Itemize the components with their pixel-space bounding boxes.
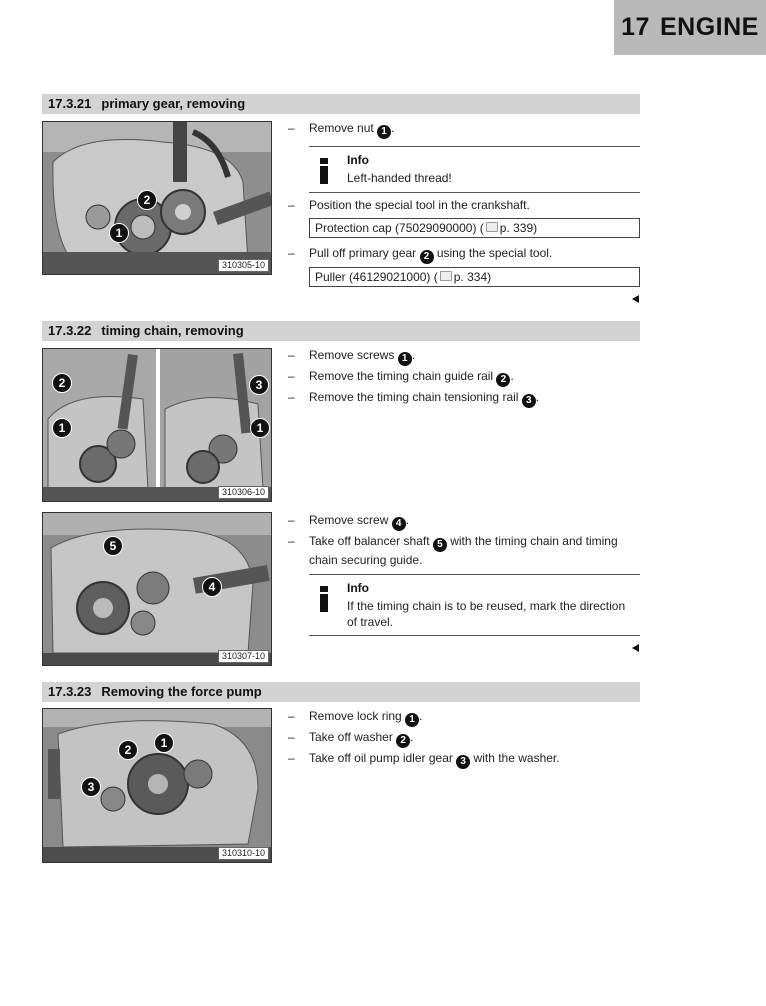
- step-remove-nut: – Remove nut 1 .: [288, 121, 395, 137]
- callout-1: 1: [154, 733, 174, 753]
- photo-label: 310307-10: [218, 650, 269, 663]
- engine-photo-balancer-shaft: [42, 512, 272, 666]
- callout-5: 5: [103, 536, 123, 556]
- section-end-marker: [632, 295, 639, 303]
- chapter-tab: [614, 0, 766, 55]
- callout-4: 4: [202, 577, 222, 597]
- step-remove-tensioning-rail: – Remove the timing chain tensioning rail 3 .: [288, 390, 540, 406]
- photo-label: 310305-10: [218, 259, 269, 272]
- info-icon: [317, 586, 331, 612]
- section-title: primary gear, removing: [101, 96, 246, 111]
- step-take-off-idler-gear: – Take off oil pump idler gear 3 with the washer.: [288, 751, 560, 767]
- book-icon: [440, 271, 452, 281]
- book-icon: [486, 222, 498, 232]
- tool-protection-cap: Protection cap (75029090000) ( p. 339): [309, 218, 640, 238]
- callout-1: 1: [250, 418, 270, 438]
- section-number: 17.3.22: [48, 323, 92, 338]
- section-title: timing chain, removing: [101, 323, 244, 338]
- callout-3: 3: [249, 375, 269, 395]
- step-remove-screws: – Remove screws 1 .: [288, 348, 416, 364]
- section-header-17-3-22: [42, 321, 640, 341]
- engine-photo-primary-gear: [42, 121, 272, 275]
- info-icon: [317, 158, 331, 184]
- section-number: 17.3.23: [48, 684, 92, 699]
- section-header-17-3-21: [42, 94, 640, 114]
- step-take-off-balancer-shaft: – Take off balancer shaft 5 with the timing chain and timing chain securing guide.: [288, 534, 618, 567]
- chapter-number: 17: [621, 13, 650, 41]
- photo-label: 310306-10: [218, 486, 269, 499]
- step-remove-guide-rail: – Remove the timing chain guide rail 2 .: [288, 369, 514, 385]
- step-position-tool: – Position the special tool in the crankshaft.: [288, 198, 530, 212]
- info-text: If the timing chain is to be reused, mark the direction of travel.: [347, 599, 626, 629]
- step-remove-screw: – Remove screw 4 .: [288, 513, 410, 529]
- step-take-off-washer: – Take off washer 2 .: [288, 730, 414, 746]
- callout-1: 1: [52, 418, 72, 438]
- info-text: Left-handed thread!: [347, 171, 452, 185]
- step-pull-off-primary-gear: – Pull off primary gear 2 using the special tool.: [288, 246, 553, 262]
- callout-2: 2: [137, 190, 157, 210]
- callout-2: 2: [118, 740, 138, 760]
- engine-photo-timing-chain: [42, 348, 272, 502]
- tool-puller: Puller (46129021000) ( p. 334): [309, 267, 640, 287]
- info-box: [309, 574, 640, 636]
- info-box: [309, 146, 640, 193]
- photo-label: 310310-10: [218, 847, 269, 860]
- chapter-title: ENGINE: [659, 13, 759, 41]
- callout-2: 2: [52, 373, 72, 393]
- callout-1: 1: [109, 223, 129, 243]
- callout-3: 3: [81, 777, 101, 797]
- section-title: Removing the force pump: [101, 684, 262, 699]
- engine-photo-force-pump: [42, 708, 272, 863]
- info-title: Info: [347, 581, 369, 595]
- section-end-marker: [632, 644, 639, 652]
- section-header-17-3-23: [42, 682, 640, 702]
- section-number: 17.3.21: [48, 96, 92, 111]
- info-title: Info: [347, 153, 369, 167]
- step-remove-lock-ring: – Remove lock ring 1 .: [288, 709, 423, 725]
